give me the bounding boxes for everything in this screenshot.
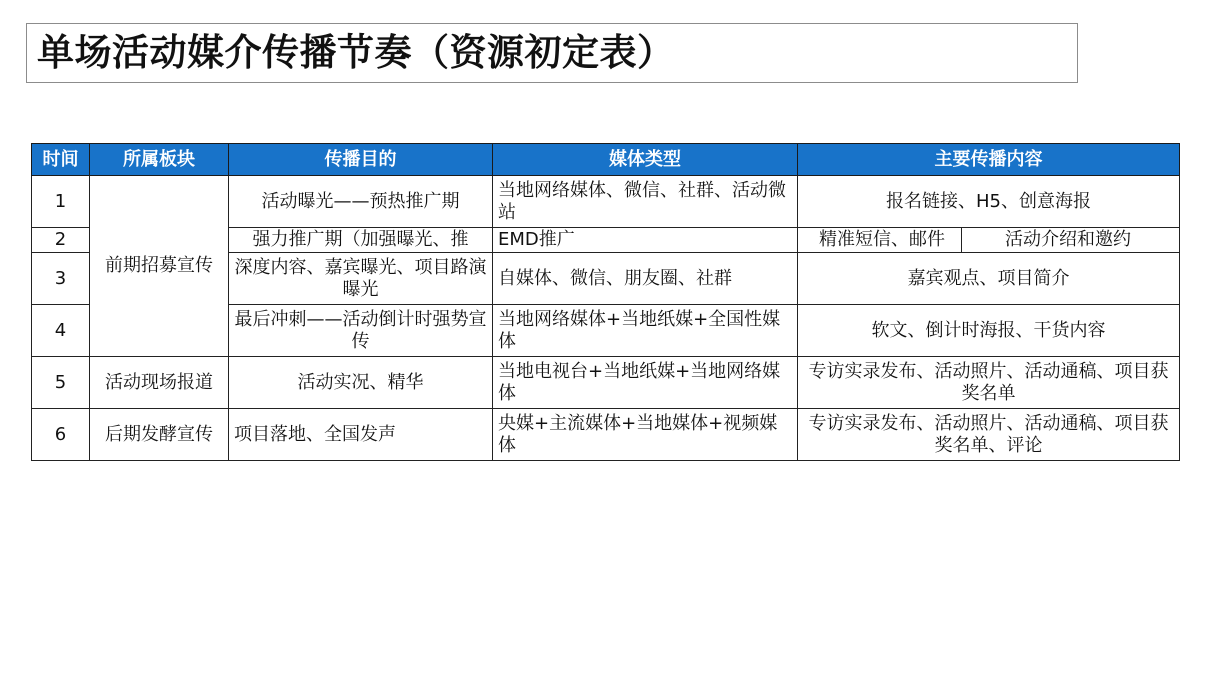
header-media-type: 媒体类型 bbox=[493, 144, 798, 176]
cell-section: 前期招募宣传 bbox=[90, 176, 229, 357]
header-main-content: 主要传播内容 bbox=[798, 144, 1180, 176]
header-time: 时间 bbox=[32, 144, 90, 176]
cell-media: 当地网络媒体、微信、社群、活动微站 bbox=[493, 176, 798, 228]
cell-section: 活动现场报道 bbox=[90, 357, 229, 409]
cell-content: 软文、倒计时海报、干货内容 bbox=[798, 305, 1180, 357]
header-purpose: 传播目的 bbox=[229, 144, 493, 176]
cell-content-b: 活动介绍和邀约 bbox=[1005, 229, 1131, 250]
cell-media: 央媒+主流媒体+当地媒体+视频媒体 bbox=[493, 409, 798, 461]
table-header-row bbox=[32, 144, 1180, 176]
cell-purpose: 活动曝光——预热推广期 bbox=[229, 176, 493, 228]
table-row bbox=[32, 409, 1180, 461]
cell-media: 当地电视台+当地纸媒+当地网络媒体 bbox=[493, 357, 798, 409]
page-title: 单场活动媒介传播节奏（资源初定表） bbox=[37, 31, 675, 74]
cell-media: EMD推广 bbox=[493, 228, 798, 253]
cell-time: 4 bbox=[32, 305, 90, 357]
table-row bbox=[32, 357, 1180, 409]
cell-content-a: 精准短信、邮件 bbox=[803, 228, 962, 252]
cell-content: 嘉宾观点、项目简介 bbox=[798, 253, 1180, 305]
cell-time: 3 bbox=[32, 253, 90, 305]
cell-time: 2 bbox=[32, 228, 90, 253]
cell-media: 自媒体、微信、朋友圈、社群 bbox=[493, 253, 798, 305]
cell-purpose: 活动实况、精华 bbox=[229, 357, 493, 409]
table-row bbox=[32, 176, 1180, 228]
cell-content: 专访实录发布、活动照片、活动通稿、项目获奖名单、评论 bbox=[798, 409, 1180, 461]
title-box bbox=[26, 23, 1078, 83]
cell-time: 6 bbox=[32, 409, 90, 461]
cell-section: 后期发酵宣传 bbox=[90, 409, 229, 461]
cell-purpose: 最后冲刺——活动倒计时强势宣传 bbox=[229, 305, 493, 357]
header-section: 所属板块 bbox=[90, 144, 229, 176]
cell-purpose: 项目落地、全国发声 bbox=[229, 409, 493, 461]
cell-purpose: 强力推广期（加强曝光、推 bbox=[229, 228, 493, 253]
cell-content: 专访实录发布、活动照片、活动通稿、项目获奖名单 bbox=[798, 357, 1180, 409]
cell-time: 5 bbox=[32, 357, 90, 409]
cell-time: 1 bbox=[32, 176, 90, 228]
cell-content-split bbox=[798, 228, 1180, 253]
cell-content: 报名链接、H5、创意海报 bbox=[798, 176, 1180, 228]
media-schedule-table bbox=[31, 143, 1180, 461]
cell-media: 当地网络媒体+当地纸媒+全国性媒体 bbox=[493, 305, 798, 357]
cell-purpose: 深度内容、嘉宾曝光、项目路演曝光 bbox=[229, 253, 493, 305]
